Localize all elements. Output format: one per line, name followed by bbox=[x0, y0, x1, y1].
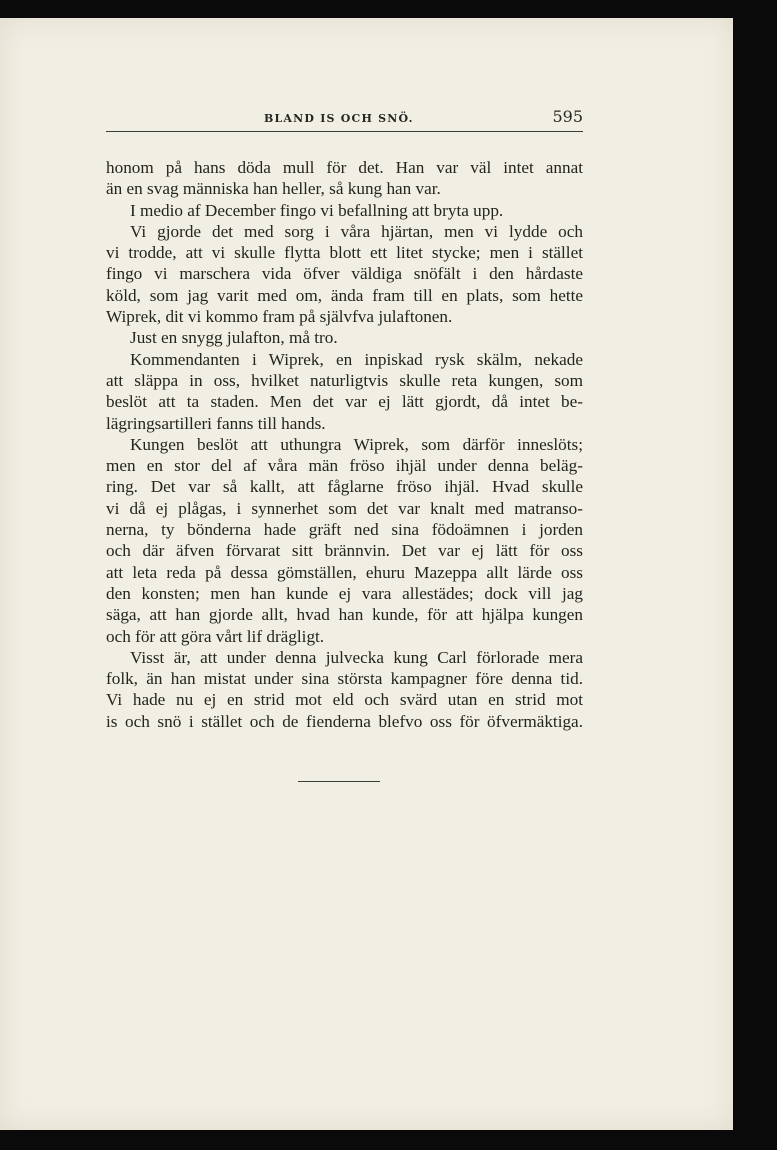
text-line: is och snö i stället och de fienderna blefvo oss för öfvermäktiga. bbox=[106, 711, 583, 731]
text-line: nerna, ty bönderna hade gräft ned sina födoämnen i jorden bbox=[106, 520, 583, 540]
text-line: att leta reda på dessa gömställen, ehuru Mazeppa allt lärde oss bbox=[106, 562, 583, 582]
text-line: fingo vi marschera vida öfver väldiga snöfält i den hårdaste bbox=[106, 264, 583, 284]
text-line: vi trodde, att vi skulle flytta blott ett litet stycke; men i stället bbox=[106, 243, 583, 263]
text-line: Kommendanten i Wiprek, en inpiskad rysk skälm, nekade bbox=[130, 349, 583, 369]
chapter-end-rule bbox=[298, 781, 380, 782]
text-line: men en stor del af våra män fröso ihjäl under denna beläg- bbox=[106, 456, 583, 476]
text-line: Kungen beslöt att uthungra Wiprek, som därför inneslöts; bbox=[130, 434, 583, 454]
text-line: att släppa in oss, hvilket naturligtvis skulle reta kungen, som bbox=[106, 370, 583, 390]
text-line: folk, än han mistat under sina största kampagner före denna tid. bbox=[106, 669, 583, 689]
text-line: Just en snygg julafton, må tro. bbox=[130, 328, 338, 348]
text-line: vi då ej plågas, i synnerhet som det var knalt med matranso- bbox=[106, 498, 583, 518]
text-line: Wiprek, dit vi kommo fram på självfva julaftonen. bbox=[106, 307, 453, 327]
text-line: köld, som jag varit med om, ända fram till en plats, som hette bbox=[106, 285, 583, 305]
text-line: Vi gjorde det med sorg i våra hjärtan, men vi lydde och bbox=[130, 221, 583, 241]
text-line: säga, att han gjorde allt, hvad han kunde, för att hjälpa kungen bbox=[106, 605, 583, 625]
text-line: och för att göra vårt lif drägligt. bbox=[106, 626, 325, 646]
text-line: Visst är, att under denna julvecka kung Carl förlorade mera bbox=[130, 647, 583, 667]
text-line: I medio af December fingo vi befallning att bryta upp. bbox=[130, 200, 504, 220]
body-text bbox=[106, 157, 583, 732]
text-line: än en svag människa han heller, så kung han var. bbox=[106, 179, 441, 199]
page-header bbox=[106, 107, 583, 132]
text-line: honom på hans döda mull för det. Han var väl intet annat bbox=[106, 158, 583, 177]
text-line: ring. Det var så kallt, att fåglarne fröso ihjäl. Hvad skulle bbox=[106, 477, 583, 497]
text-line: den konsten; men han kunde ej vara allestädes; dock vill jag bbox=[106, 583, 583, 603]
page-number: 595 bbox=[552, 107, 583, 126]
text-line: lägringsartilleri fanns till hands. bbox=[106, 413, 326, 433]
text-line: Vi hade nu ej en strid mot eld och svärd utan en strid mot bbox=[106, 690, 583, 710]
text-line: och där äfven förvarat sitt brännvin. Det var ej lätt för oss bbox=[106, 541, 583, 561]
text-line: beslöt att ta staden. Men det var ej lätt gjordt, då intet be- bbox=[106, 392, 583, 412]
running-head: BLAND IS OCH SNÖ. bbox=[264, 112, 414, 125]
